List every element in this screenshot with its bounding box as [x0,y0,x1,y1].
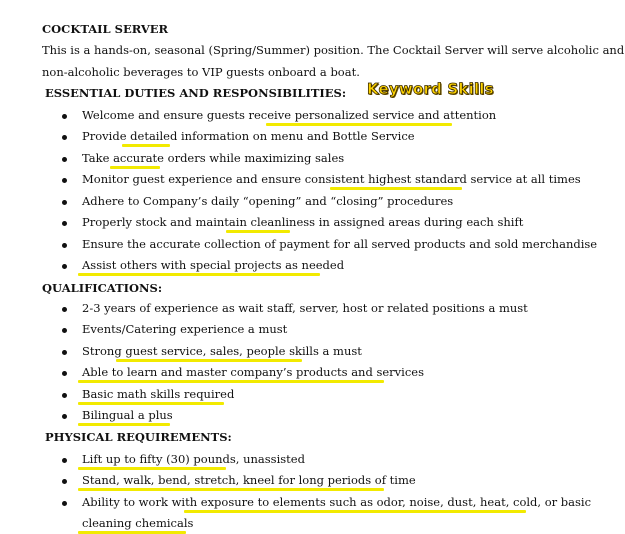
keyword-skills-callout: Keyword Skills [367,80,494,98]
keyword-underline [78,423,170,426]
duty-item: Assist others with special projects as needed [82,258,345,272]
qualification-item: 2-3 years of experience as wait staff, server, host or related positions a must [82,301,528,315]
intro-line-2: non-alcoholic beverages to VIP guests onboard a boat. [42,65,360,79]
keyword-underline [78,488,384,491]
bullet-icon [62,221,67,226]
physical-item: Lift up to fifty (30) pounds, unassisted [82,452,305,466]
bullet-icon [62,501,67,506]
keyword-underline [78,467,226,470]
bullet-icon [62,178,67,183]
duty-item: Properly stock and maintain cleanliness in assigned areas during each shift [82,215,524,229]
keyword-underline [122,144,170,147]
qualification-item: Bilingual a plus [82,408,173,422]
keyword-underline [266,123,452,126]
keyword-underline [78,273,320,276]
bullet-icon [62,414,67,419]
keyword-underline [330,187,462,190]
keyword-underline [78,380,384,383]
qualification-item: Events/Catering experience a must [82,322,288,336]
bullet-icon [62,114,67,119]
bullet-icon [62,393,67,398]
bullet-icon [62,371,67,376]
bullet-icon [62,200,67,205]
qualifications-heading: QUALIFICATIONS: [42,281,163,295]
bullet-icon [62,350,67,355]
bullet-icon [62,479,67,484]
physical-item-continuation: cleaning chemicals [82,516,194,530]
keyword-underline [226,230,290,233]
bullet-icon [62,157,67,162]
bullet-icon [62,328,67,333]
duties-heading: ESSENTIAL DUTIES AND RESPONSIBILITIES: [45,86,347,100]
intro-line-1: This is a hands-on, seasonal (Spring/Summer) position. The Cocktail Server will serve alcoholic and [42,43,625,57]
physical-heading: PHYSICAL REQUIREMENTS: [45,430,232,444]
duty-item: Provide detailed information on menu and Bottle Service [82,129,415,143]
duty-item: Ensure the accurate collection of payment for all served products and sold merchandise [82,237,598,251]
physical-item: Ability to work with exposure to elements such as odor, noise, dust, heat, cold, or basic [82,495,592,509]
qualification-item: Strong guest service, sales, people skills a must [82,344,362,358]
duty-item: Take accurate orders while maximizing sales [82,151,345,165]
bullet-icon [62,458,67,463]
duty-item: Adhere to Company’s daily “opening” and “closing” procedures [82,194,454,208]
bullet-icon [62,307,67,312]
physical-item: Stand, walk, bend, stretch, kneel for long periods of time [82,473,416,487]
job-title: COCKTAIL SERVER [42,22,169,36]
keyword-underline [116,359,302,362]
duty-item: Welcome and ensure guests receive personalized service and attention [82,108,497,122]
bullet-icon [62,243,67,248]
bullet-icon [62,135,67,140]
duty-item: Monitor guest experience and ensure consistent highest standard service at all times [82,172,581,186]
bullet-icon [62,264,67,269]
keyword-underline [110,166,160,169]
keyword-underline [78,402,224,405]
keyword-underline [184,510,526,513]
qualification-item: Able to learn and master company’s products and services [82,365,425,379]
qualification-item: Basic math skills required [82,387,235,401]
